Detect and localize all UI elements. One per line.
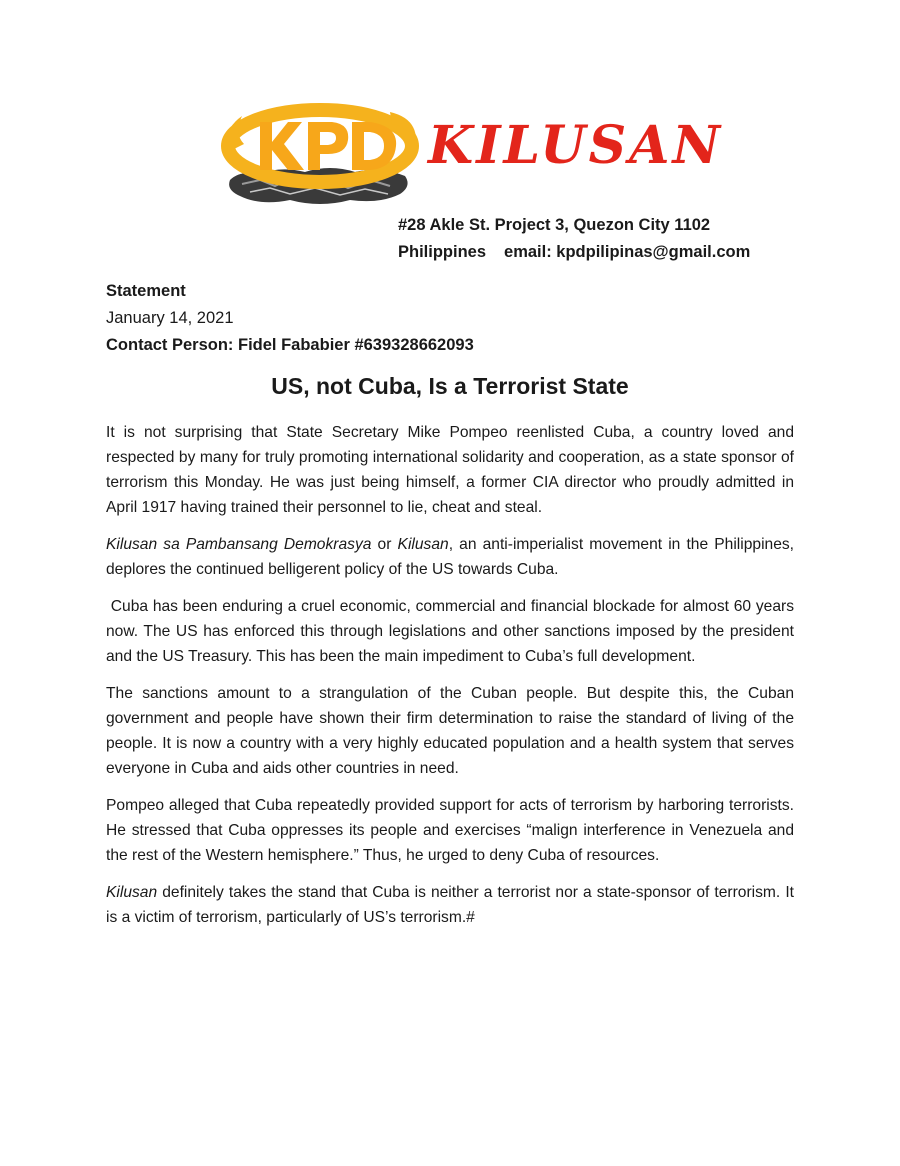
paragraph-6: Kilusan definitely takes the stand that Cuba is neither a terrorist nor a state-sponsor of terrorism. It is a victim of terrorism, particularly of US’s terrorism.# bbox=[106, 884, 794, 926]
paragraph-4: The sanctions amount to a strangulation of the Cuban people. But despite this, the Cuban government and people have shown their firm determination to raise the standard of living of the people. It is now a country with a very highly educated population and a health system that serves everyone in Cuba and aids other countries in need. bbox=[106, 685, 794, 777]
contact-person: Contact Person: Fidel Fababier #639328662093 bbox=[106, 336, 474, 354]
document-type: Statement bbox=[106, 282, 186, 300]
letterhead bbox=[220, 100, 820, 215]
kpd-flame-logo-icon bbox=[220, 100, 420, 212]
address-country: Philippines bbox=[398, 243, 487, 261]
paragraph-1: It is not surprising that State Secretary Mike Pompeo reenlisted Cuba, a country loved and respected by many for truly promoting international solidarity and cooperation, as a state sponsor of terrorism this Monday. He was just being himself, a former CIA director who proudly admitted in April 1917 having trained their personnel to lie, cheat and steal. bbox=[106, 424, 794, 516]
email-address: email: kpdpilipinas@gmail.com bbox=[504, 243, 751, 261]
paragraph-2: Kilusan sa Pambansang Demokrasya or Kilusan, an anti-imperialist movement in the Philippines, deplores the continued belligerent policy of the US towards Cuba. bbox=[106, 536, 795, 578]
statement-body bbox=[106, 420, 794, 942]
page-title: US, not Cuba, Is a Terrorist State bbox=[271, 373, 629, 399]
org-name: KILUSAN bbox=[428, 115, 724, 176]
paragraph-5: Pompeo alleged that Cuba repeatedly provided support for acts of terrorism by harboring terrorists. He stressed that Cuba oppresses its people and exercises “malign interference in Venezuela and the rest of the Western hemisphere.” Thus, he urged to deny Cuba of resources. bbox=[106, 797, 794, 864]
address-line-2 bbox=[398, 239, 750, 266]
org-short-name: Kilusan bbox=[397, 536, 449, 553]
address-line-1: #28 Akle St. Project 3, Quezon City 1102 bbox=[398, 216, 711, 234]
org-short-name-2: Kilusan bbox=[106, 884, 158, 901]
meta-block bbox=[106, 278, 474, 359]
paragraph-3: Cuba has been enduring a cruel economic, commercial and financial blockade for almost 60 years now. The US has enforced this through legislations and other sanctions imposed by the president and the US Treasury. This has been the main impediment to Cuba’s full development. bbox=[106, 598, 794, 665]
address-block bbox=[398, 212, 750, 266]
org-full-name: Kilusan sa Pambansang Demokrasya bbox=[106, 536, 372, 553]
document-date: January 14, 2021 bbox=[106, 309, 234, 327]
